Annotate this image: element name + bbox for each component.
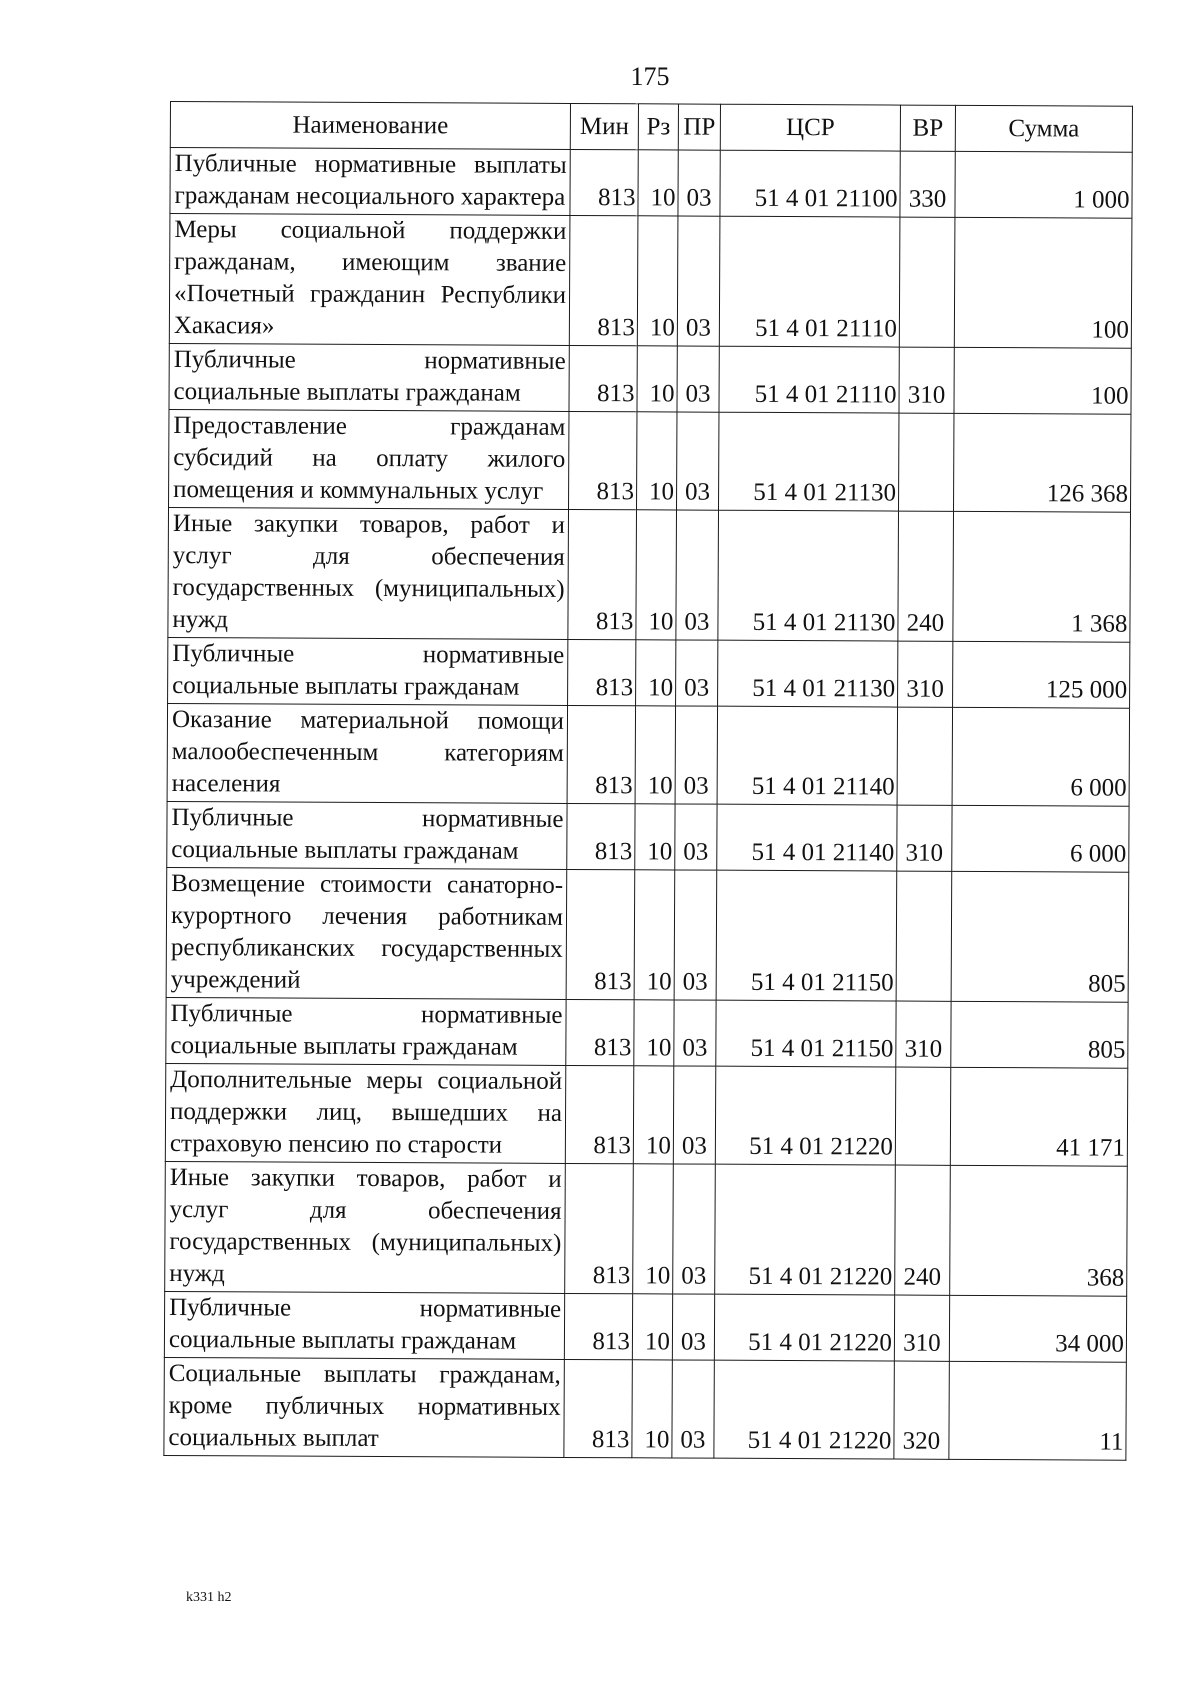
cell-pr: 03: [672, 1294, 714, 1360]
cell-csr: 51 4 01 21130: [718, 510, 899, 641]
cell-vr: 310: [897, 805, 952, 871]
cell-name: Иные закупки товаров, работ и услуг для обеспечения государственных (муниципальных) нужд: [165, 1161, 566, 1293]
cell-min: 813: [569, 215, 638, 345]
cell-name: Предоставление гражданам субсидий на оплату жилого помещения и коммунальных услуг: [169, 409, 569, 509]
cell-vr: 240: [898, 511, 954, 641]
cell-pr: 03: [675, 804, 717, 870]
cell-min: 813: [569, 411, 637, 509]
cell-name: Социальные выплаты гражданам, кроме публичных нормативных социальных выплат: [164, 1357, 564, 1457]
cell-csr: 51 4 01 21150: [716, 1000, 896, 1067]
cell-csr: 51 4 01 21220: [714, 1360, 894, 1459]
cell-rz: 10: [633, 1066, 673, 1164]
cell-csr: 51 4 01 21130: [718, 640, 898, 707]
table-row: [164, 1291, 1126, 1362]
cell-vr: [895, 1067, 950, 1165]
table-row: [166, 867, 1129, 1002]
cell-min: 813: [567, 803, 635, 869]
table-row: [167, 801, 1129, 872]
cell-csr: 51 4 01 21140: [717, 706, 897, 805]
cell-min: 813: [568, 639, 636, 705]
cell-name: Иные закупки товаров, работ и услуг для обеспечения государственных (муниципальных) нужд: [168, 507, 569, 639]
cell-name: Возмещение стоимости санаторно-курортного лечения работникам республиканских государственных учреждений: [166, 867, 567, 999]
cell-csr: 51 4 01 21110: [719, 346, 899, 413]
cell-sum: 100: [954, 347, 1131, 414]
cell-sum: 805: [951, 871, 1129, 1002]
cell-sum: 41 171: [950, 1067, 1127, 1166]
cell-name: Оказание материальной помощи малообеспеченным категориям населения: [167, 703, 567, 803]
table-row: [169, 409, 1131, 512]
cell-pr: 03: [677, 216, 720, 346]
cell-min: 813: [566, 869, 635, 999]
cell-csr: 51 4 01 21140: [717, 804, 897, 871]
table-row: [165, 1063, 1127, 1166]
cell-vr: 310: [896, 1001, 951, 1067]
header-csr: ЦСР: [720, 104, 900, 151]
table-row: [168, 637, 1130, 708]
cell-rz: 10: [635, 804, 675, 870]
cell-csr: 51 4 01 21220: [715, 1164, 896, 1295]
cell-pr: 03: [674, 1000, 716, 1066]
cell-vr: [896, 871, 952, 1001]
cell-sum: 11: [949, 1361, 1126, 1460]
cell-min: 813: [566, 999, 634, 1065]
cell-rz: 10: [638, 150, 678, 216]
cell-sum: 6 000: [952, 707, 1129, 806]
header-pr: ПР: [678, 104, 720, 150]
cell-csr: 51 4 01 21100: [720, 150, 900, 217]
cell-sum: 1 368: [953, 511, 1131, 642]
cell-csr: 51 4 01 21130: [719, 412, 899, 511]
cell-rz: 10: [637, 346, 677, 412]
table-row: [166, 997, 1128, 1068]
cell-vr: 320: [894, 1361, 949, 1459]
cell-csr: 51 4 01 21150: [716, 870, 897, 1001]
cell-name: Публичные нормативные социальные выплаты гражданам: [166, 997, 566, 1065]
cell-min: 813: [567, 705, 635, 803]
cell-vr: [899, 413, 954, 511]
page-number: 175: [630, 62, 670, 91]
cell-sum: 125 000: [953, 641, 1130, 708]
cell-name: Дополнительные меры социальной поддержки лиц, вышедших на страховую пенсию по старости: [165, 1063, 565, 1163]
table-row: [168, 507, 1131, 642]
cell-csr: 51 4 01 21220: [715, 1066, 895, 1165]
table-row: [169, 343, 1131, 414]
cell-sum: 368: [950, 1165, 1128, 1296]
footer-code: k331 h2: [186, 1590, 232, 1605]
table-header-row: [170, 102, 1132, 153]
cell-sum: 34 000: [949, 1295, 1126, 1362]
header-sum: Сумма: [955, 105, 1132, 152]
cell-vr: [899, 217, 955, 347]
cell-pr: 03: [676, 510, 719, 640]
table-body: [164, 148, 1132, 1461]
cell-rz: 10: [634, 870, 675, 1000]
cell-name: Меры социальной поддержки гражданам, имеющим звание «Почетный гражданин Республики Хакасия»: [169, 214, 570, 346]
cell-pr: 03: [673, 1066, 715, 1164]
cell-pr: 03: [676, 640, 718, 706]
cell-pr: 03: [678, 150, 720, 216]
cell-rz: 10: [632, 1294, 672, 1360]
cell-name: Публичные нормативные выплаты гражданам несоциального характера: [170, 148, 570, 216]
cell-rz: 10: [633, 1164, 674, 1294]
cell-vr: 310: [898, 641, 953, 707]
cell-vr: [897, 707, 952, 805]
cell-rz: 10: [637, 412, 677, 510]
header-name: Наименование: [170, 102, 570, 150]
cell-name: Публичные нормативные социальные выплаты гражданам: [167, 801, 567, 869]
cell-vr: 240: [895, 1165, 951, 1295]
cell-name: Публичные нормативные социальные выплаты гражданам: [164, 1291, 564, 1359]
cell-min: 813: [564, 1293, 632, 1359]
cell-pr: 03: [675, 706, 717, 804]
cell-rz: 10: [632, 1360, 672, 1458]
cell-vr: 310: [899, 347, 954, 413]
header-rz: Рз: [638, 104, 678, 150]
cell-vr: 330: [900, 151, 955, 217]
cell-rz: 10: [634, 1000, 674, 1066]
cell-sum: 6 000: [952, 805, 1129, 872]
cell-pr: 03: [672, 1360, 714, 1458]
cell-sum: 100: [954, 217, 1132, 348]
cell-min: 813: [565, 1065, 633, 1163]
cell-csr: 51 4 01 21110: [719, 216, 900, 347]
header-min: Мин: [570, 103, 638, 149]
header-vr: ВР: [900, 105, 955, 151]
table-row: [167, 703, 1129, 806]
cell-name: Публичные нормативные социальные выплаты гражданам: [168, 637, 568, 705]
cell-rz: 10: [637, 216, 678, 346]
cell-pr: 03: [674, 870, 717, 1000]
cell-rz: 10: [636, 510, 677, 640]
cell-name: Публичные нормативные социальные выплаты гражданам: [169, 343, 569, 411]
cell-sum: 1 000: [955, 151, 1132, 218]
cell-min: 813: [565, 1163, 634, 1293]
budget-table: [163, 101, 1133, 1461]
cell-pr: 03: [677, 412, 719, 510]
cell-rz: 10: [636, 640, 676, 706]
table-row: [170, 148, 1132, 219]
table-row: [169, 214, 1132, 349]
cell-min: 813: [569, 345, 637, 411]
cell-sum: 805: [951, 1001, 1128, 1068]
table-row: [165, 1161, 1128, 1296]
cell-min: 813: [568, 509, 637, 639]
cell-vr: 310: [894, 1295, 949, 1361]
cell-pr: 03: [673, 1164, 716, 1294]
cell-min: 813: [570, 149, 638, 215]
table-row: [164, 1357, 1126, 1460]
cell-rz: 10: [635, 706, 675, 804]
cell-min: 813: [564, 1359, 632, 1457]
cell-csr: 51 4 01 21220: [714, 1294, 894, 1361]
cell-pr: 03: [677, 346, 719, 412]
cell-sum: 126 368: [954, 413, 1131, 512]
